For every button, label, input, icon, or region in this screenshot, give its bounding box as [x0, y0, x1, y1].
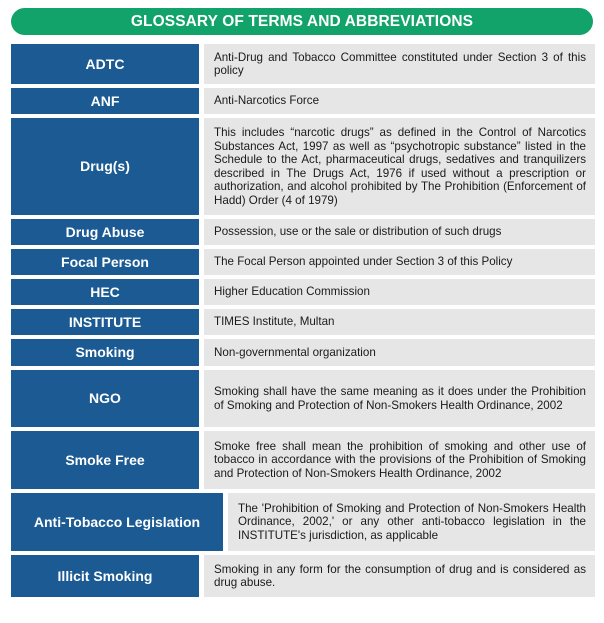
- definition-cell: [204, 370, 595, 427]
- term-cell: Drug Abuse: [11, 219, 199, 245]
- definition-text: This includes “narcotic drugs” as defined in the Control of Narcotics Substances Act, 1997 as well as “psychotropic substance” listed in the Schedule to the Act, pharmaceutical drugs, sedatives and tranquilizers described in The Drugs Act, 1976 if used without a prescription or authorization, and alcohol prohibited by The Prohibition (Enforcement of Hadd) Order (4 of 1979): [214, 126, 586, 207]
- term-cell: Illicit Smoking: [11, 555, 199, 597]
- term-cell: Smoke Free: [11, 431, 199, 489]
- term-cell: INSTITUTE: [11, 309, 199, 335]
- glossary-row-smoking: [11, 339, 595, 366]
- glossary-table: [11, 44, 595, 601]
- glossary-row-anf: [11, 88, 595, 114]
- term-cell: Drug(s): [11, 118, 199, 215]
- glossary-row-hec: [11, 279, 595, 305]
- term-cell: [11, 493, 223, 551]
- definition-cell: [204, 309, 595, 335]
- glossary-row-smoke-free: [11, 431, 595, 489]
- glossary-row-focal-person: [11, 249, 595, 275]
- term-cell: NGO: [11, 370, 199, 427]
- definition-cell: [204, 44, 595, 84]
- definition-text: TIMES Institute, Multan: [214, 315, 335, 329]
- glossary-row-drugs: [11, 118, 595, 215]
- definition-text: The Focal Person appointed under Section 3 of this Policy: [214, 255, 513, 269]
- definition-text: Anti-Drug and Tobacco Committee constituted under Section 3 of this policy: [214, 50, 586, 77]
- definition-cell: [204, 339, 595, 366]
- glossary-row-illicit-smoking: [11, 555, 595, 597]
- definition-cell: [204, 118, 595, 215]
- term-cell: Smoking: [11, 339, 199, 366]
- definition-cell: [204, 219, 595, 245]
- term-cell: Focal Person: [11, 249, 199, 275]
- definition-text: Possession, use or the sale or distribution of such drugs: [214, 225, 502, 239]
- definition-cell: [204, 88, 595, 114]
- term-cell: ADTC: [11, 44, 199, 84]
- definition-cell: [204, 431, 595, 489]
- definition-text: The 'Prohibition of Smoking and Protection of Non-Smokers Health Ordinance, 2002,' or any other anti-tobacco legislation in the INSTITUTE's jurisdiction, as applicable: [238, 501, 586, 542]
- term-cell: HEC: [11, 279, 199, 305]
- definition-cell: [204, 279, 595, 305]
- definition-text: Anti-Narcotics Force: [214, 94, 320, 108]
- definition-text: Smoke free shall mean the prohibition of smoking and other use of tobacco in accordance with the provisions of the Prohibition of Smoking and Protection of Non-Smokers Health Ordinance, 2002: [214, 439, 586, 480]
- definition-cell: [228, 493, 595, 551]
- term-cell: ANF: [11, 88, 199, 114]
- glossary-row-anti-tobacco-legislation: [11, 493, 595, 551]
- glossary-title: GLOSSARY OF TERMS AND ABBREVIATIONS: [11, 8, 593, 35]
- glossary-row-ngo: [11, 370, 595, 427]
- term-text: Anti-Tobacco Legislation: [33, 513, 201, 530]
- glossary-row-drug-abuse: [11, 219, 595, 245]
- definition-text: Higher Education Commission: [214, 285, 370, 299]
- definition-text: Smoking shall have the same meaning as it does under the Prohibition of Smoking and Protection of Non-Smokers Health Ordinance, 2002: [214, 385, 586, 412]
- definition-text: Non-governmental organization: [214, 345, 376, 359]
- glossary-row-adtc: [11, 44, 595, 84]
- definition-text: Smoking in any form for the consumption of drug and is considered as drug abuse.: [214, 562, 586, 589]
- definition-cell: [204, 249, 595, 275]
- definition-cell: [204, 555, 595, 597]
- glossary-row-institute: [11, 309, 595, 335]
